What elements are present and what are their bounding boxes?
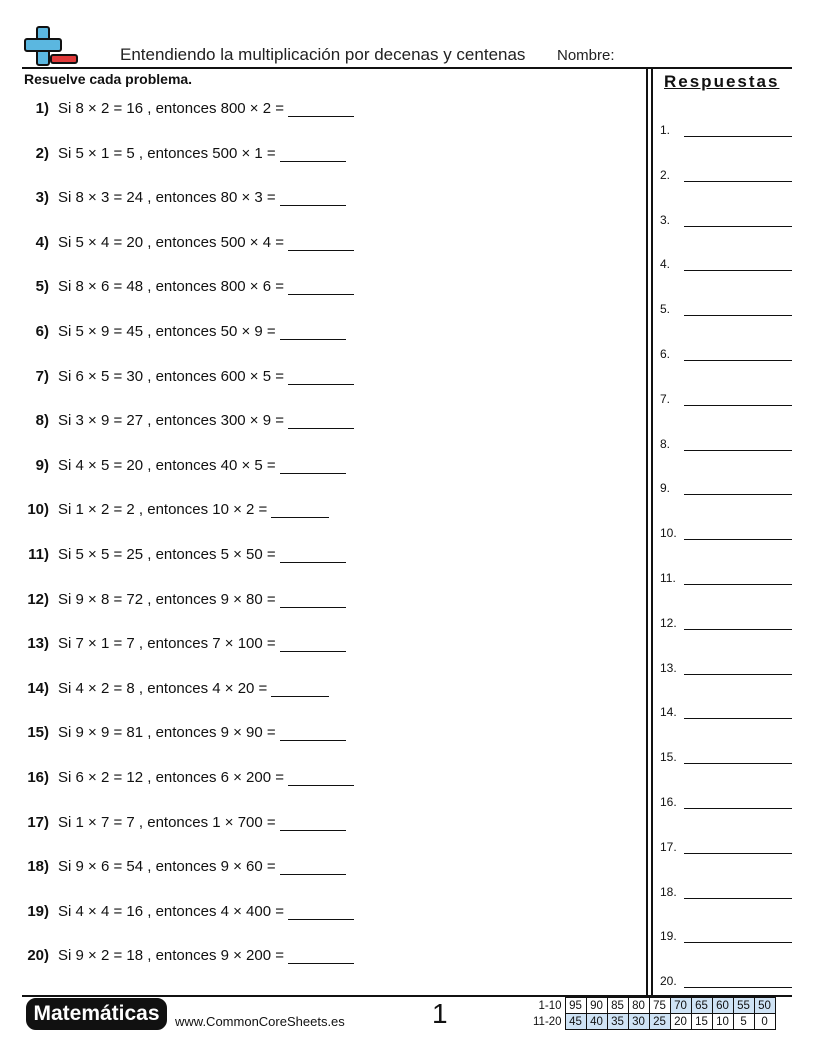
score-cell: 15 (691, 1014, 712, 1030)
answer-number: 6. (660, 346, 671, 361)
problem-text: Si 8 × 6 = 48 , entonces 800 × 6 = (58, 278, 285, 296)
problem-text: Si 7 × 1 = 7 , entonces 7 × 100 = (58, 635, 276, 653)
problem-item (22, 278, 642, 323)
answer-line[interactable] (684, 494, 792, 495)
answer-blank[interactable] (280, 814, 346, 831)
answer-slot (660, 523, 792, 568)
answer-slot (660, 210, 792, 255)
score-cell: 85 (607, 998, 628, 1014)
problem-item (22, 546, 642, 591)
answer-number: 5. (660, 302, 671, 317)
problem-number: 1) (35, 100, 49, 117)
answer-slot (660, 389, 792, 434)
answer-blank[interactable] (288, 278, 354, 295)
problem-number: 6) (35, 322, 49, 340)
problem-text: Si 5 × 1 = 5 , entonces 500 × 1 = (58, 144, 276, 162)
answer-blank[interactable] (280, 145, 346, 162)
problem-item (22, 501, 642, 546)
answer-blank[interactable] (280, 457, 346, 474)
answer-slot (660, 837, 792, 882)
answer-number: 10. (660, 526, 677, 541)
problem-text: Si 9 × 2 = 18 , entonces 9 × 200 = (58, 947, 285, 965)
score-cell: 50 (754, 998, 775, 1014)
answer-line[interactable] (684, 270, 792, 271)
problem-item (22, 858, 642, 903)
problem-list (22, 100, 642, 992)
answer-number: 18. (660, 884, 677, 899)
answer-line[interactable] (684, 718, 792, 719)
answer-line[interactable] (684, 808, 792, 809)
problem-item (22, 814, 642, 859)
problem-number: 13) (27, 635, 49, 653)
answer-slot (660, 568, 792, 613)
problem-number: 4) (35, 233, 49, 251)
problem-item (22, 145, 642, 190)
answer-slot (660, 299, 792, 344)
answer-line[interactable] (684, 539, 792, 540)
problem-number: 11) (28, 545, 49, 563)
problem-text: Si 4 × 5 = 20 , entonces 40 × 5 = (58, 456, 276, 474)
problem-text: Si 9 × 6 = 54 , entonces 9 × 60 = (58, 858, 276, 876)
answer-blank[interactable] (280, 546, 346, 563)
answer-blank[interactable] (280, 323, 346, 340)
answer-number: 11. (660, 570, 676, 585)
problem-number: 8) (35, 412, 49, 430)
problem-item (22, 591, 642, 636)
answer-slot (660, 792, 792, 837)
problem-item (22, 457, 642, 502)
score-cell: 35 (607, 1014, 628, 1030)
score-cell: 95 (565, 998, 586, 1014)
answer-number: 1. (660, 123, 671, 137)
plus-minus-logo-icon (22, 24, 80, 68)
problem-number: 5) (35, 278, 49, 296)
problem-text: Si 4 × 4 = 16 , entonces 4 × 400 = (58, 902, 285, 920)
answer-slot (660, 120, 792, 165)
problem-number: 10) (27, 501, 49, 519)
problem-item (22, 368, 642, 413)
name-label: Nombre: (557, 47, 615, 64)
worksheet-title: Entendiendo la multiplicación por decenas y centenas (120, 45, 526, 64)
answer-number: 19. (660, 929, 677, 944)
answer-line[interactable] (684, 629, 792, 630)
problem-item (22, 947, 642, 992)
answer-line[interactable] (684, 226, 792, 227)
answer-slot (660, 478, 792, 523)
problem-item (22, 769, 642, 814)
score-cell: 55 (733, 998, 754, 1014)
answer-line[interactable] (684, 584, 792, 585)
problem-number: 18) (27, 858, 49, 876)
answer-line[interactable] (684, 942, 792, 943)
problem-number: 15) (27, 724, 49, 742)
answer-blank[interactable] (288, 368, 354, 385)
problem-text: Si 6 × 2 = 12 , entonces 6 × 200 = (58, 768, 285, 786)
answer-line[interactable] (684, 181, 792, 182)
score-cell: 80 (628, 998, 649, 1014)
problem-number: 17) (27, 813, 49, 831)
answer-blank[interactable] (288, 947, 354, 964)
score-table (531, 997, 776, 1030)
problem-number: 16) (27, 768, 49, 786)
brand-badge (26, 998, 167, 1030)
answer-slot (660, 747, 792, 792)
answer-number: 12. (660, 615, 677, 630)
answer-line[interactable] (684, 136, 792, 137)
score-cell: 45 (565, 1014, 586, 1030)
score-row (531, 998, 775, 1014)
problem-text: Si 8 × 2 = 16 , entonces 800 × 2 = (58, 100, 285, 117)
score-cell: 30 (628, 1014, 649, 1030)
problem-text: Si 6 × 5 = 30 , entonces 600 × 5 = (58, 367, 285, 385)
page-number: 1 (432, 998, 448, 1029)
answer-line[interactable] (684, 405, 792, 406)
score-cell: 60 (712, 998, 733, 1014)
answer-line[interactable] (684, 763, 792, 764)
answer-number: 20. (660, 974, 677, 989)
answer-number: 4. (660, 257, 671, 272)
answer-blank[interactable] (280, 724, 346, 741)
answer-slot (660, 613, 792, 658)
answer-number: 7. (660, 391, 671, 406)
answer-column-divider-inner (651, 68, 653, 996)
problem-number: 14) (27, 679, 49, 697)
answer-blank[interactable] (288, 234, 354, 251)
problem-text: Si 1 × 2 = 2 , entonces 10 × 2 = (58, 501, 268, 519)
problem-text: Si 1 × 7 = 7 , entonces 1 × 700 = (58, 813, 276, 831)
score-row (531, 1014, 775, 1030)
problem-text: Si 8 × 3 = 24 , entonces 80 × 3 = (58, 189, 276, 207)
problem-item (22, 100, 642, 145)
problem-number: 12) (27, 590, 49, 608)
problem-item (22, 412, 642, 457)
answer-blank[interactable] (288, 769, 354, 786)
answer-slot (660, 882, 792, 927)
score-cell: 10 (712, 1014, 733, 1030)
answer-slot (660, 434, 792, 479)
problem-text: Si 9 × 8 = 72 , entonces 9 × 80 = (58, 590, 276, 608)
score-cell: 40 (586, 1014, 607, 1030)
answer-blank[interactable] (271, 501, 329, 518)
score-row-label: 1-10 (538, 999, 562, 1012)
answer-slot (660, 926, 792, 971)
problem-item (22, 724, 642, 769)
answer-blank[interactable] (288, 100, 354, 117)
problem-item (22, 680, 642, 725)
problem-number: 9) (35, 456, 49, 474)
score-cell: 65 (691, 998, 712, 1014)
answers-title: Respuestas (664, 72, 780, 91)
answer-column-divider (646, 68, 648, 996)
answer-blank[interactable] (280, 591, 346, 608)
problem-number: 20) (27, 947, 49, 965)
answer-blank[interactable] (288, 412, 354, 429)
score-cell: 25 (649, 1014, 670, 1030)
answer-list (660, 120, 792, 1016)
answer-line[interactable] (684, 674, 792, 675)
problem-text: Si 5 × 5 = 25 , entonces 5 × 50 = (58, 545, 276, 563)
answer-number: 17. (660, 839, 677, 854)
answer-number: 8. (660, 436, 671, 451)
answer-number: 9. (660, 481, 671, 496)
answer-number: 15. (660, 750, 677, 765)
answer-number: 13. (660, 660, 677, 675)
answer-number: 2. (660, 167, 671, 182)
answer-blank[interactable] (280, 189, 346, 206)
instructions: Resuelve cada problema. (24, 71, 193, 87)
score-row-label: 11-20 (533, 1015, 562, 1028)
answer-line[interactable] (684, 360, 792, 361)
answer-slot (660, 658, 792, 703)
answer-slot (660, 702, 792, 747)
problem-item (22, 189, 642, 234)
problem-text: Si 4 × 2 = 8 , entonces 4 × 20 = (58, 679, 268, 697)
problem-text: Si 5 × 4 = 20 , entonces 500 × 4 = (58, 233, 285, 251)
answer-line[interactable] (684, 898, 792, 899)
answer-line[interactable] (684, 853, 792, 854)
score-cell: 5 (733, 1014, 754, 1030)
score-cell: 20 (670, 1014, 691, 1030)
score-cell: 0 (754, 1014, 775, 1030)
answer-blank[interactable] (280, 858, 346, 875)
problem-text: Si 5 × 9 = 45 , entonces 50 × 9 = (58, 322, 276, 340)
answer-slot (660, 344, 792, 389)
answer-slot (660, 165, 792, 210)
answer-number: 14. (660, 705, 677, 720)
answer-number: 3. (660, 212, 671, 227)
score-cell: 70 (670, 998, 691, 1014)
brand-label: Matemáticas (33, 1002, 160, 1025)
problem-number: 7) (35, 367, 49, 385)
answer-blank[interactable] (280, 635, 346, 652)
score-cell: 75 (649, 998, 670, 1014)
problem-item (22, 903, 642, 948)
problem-number: 2) (35, 144, 49, 162)
problem-item (22, 635, 642, 680)
problem-text: Si 3 × 9 = 27 , entonces 300 × 9 = (58, 412, 285, 430)
score-cell: 90 (586, 998, 607, 1014)
answer-line[interactable] (684, 315, 792, 316)
answer-blank[interactable] (288, 903, 354, 920)
problem-item (22, 323, 642, 368)
answer-number: 16. (660, 794, 677, 809)
answer-line[interactable] (684, 450, 792, 451)
problem-text: Si 9 × 9 = 81 , entonces 9 × 90 = (58, 724, 276, 742)
header-divider (22, 67, 792, 69)
answer-slot (660, 254, 792, 299)
problem-item (22, 234, 642, 279)
website-link[interactable]: www.CommonCoreSheets.es (175, 1014, 345, 1029)
problem-number: 3) (35, 189, 49, 207)
answer-blank[interactable] (271, 680, 329, 697)
answer-line[interactable] (684, 987, 792, 988)
problem-number: 19) (27, 902, 49, 920)
